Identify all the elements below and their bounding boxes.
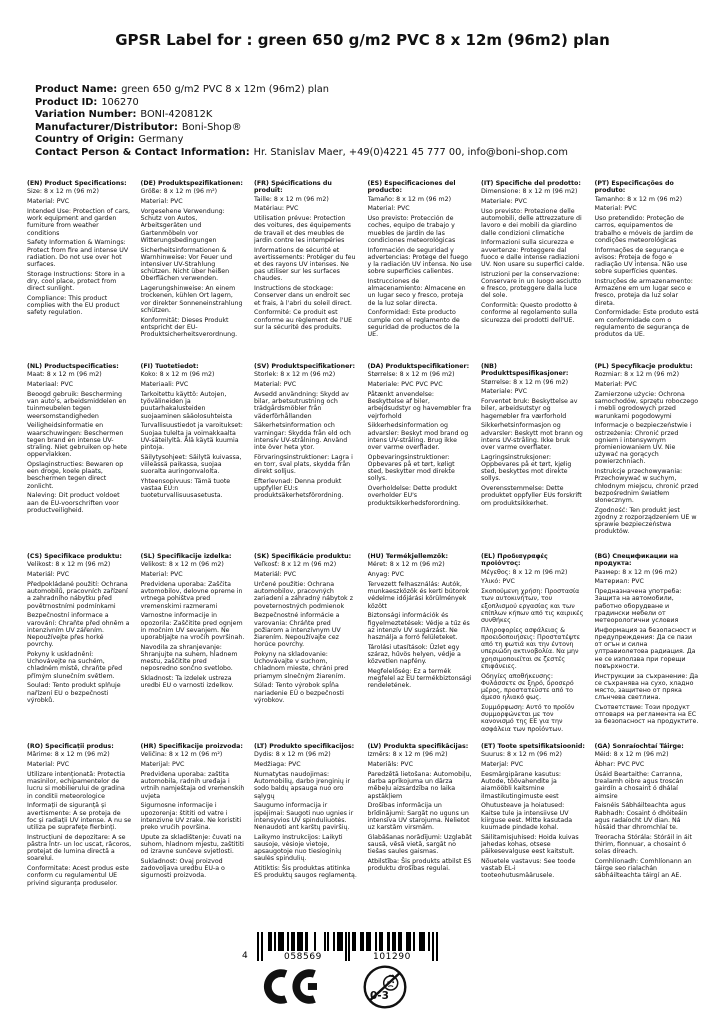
- spec-paragraph: Předpokládané použití: Ochrana automobilů, pracovních zařízení a zahradního nábytku před povětrnostními podmínkami: [27, 580, 128, 610]
- barcode-bar: [432, 932, 434, 961]
- spec-paragraph: Bezpečnostní informace a varování: Chraňte před ohněm a intenzivním UV zářením. Nepoužívejte přes horké povrchy.: [27, 612, 130, 649]
- spec-paragraph: Instrucciones de almacenamiento: Almacene en un lugar seco y fresco, proteja de la luz solar directa.: [367, 278, 466, 307]
- spec-paragraph: Méid: 8 x 12 m (96 m2): [594, 751, 669, 759]
- spec-paragraph: Informații de siguranță și avertismente: A se proteja de foc și radiații UV intense. A nu se utiliza pe suprafețe fierbinți.: [27, 802, 132, 831]
- spec-paragraph: Mărime: 8 x 12 m (96 m2): [27, 751, 110, 759]
- info-row-variation-number: [35, 109, 568, 122]
- age-warning-0-3-icon: [362, 964, 408, 1010]
- barcode-bar: [345, 932, 347, 961]
- lang-block-heading: (EN) Product Specifications:: [27, 180, 127, 187]
- lang-block-heading: (DE) Produktspezifikationen:: [140, 180, 243, 187]
- spec-paragraph: Drošības informācija un brīdinājumi: Sargāt no uguns un intensīva UV starojuma. Nelietot uz karstām virsmām.: [367, 802, 470, 831]
- spec-paragraph: Förvaringsinstruktioner: Lagra i en torr, sval plats, skydda från direkt solljus.: [254, 453, 353, 476]
- spec-paragraph: Veličina: 8 x 12 m (96 m²): [140, 751, 223, 759]
- spec-paragraph: Conformidade: Este produto está em conformidade com o regulamento de segurança de produtos da UE.: [594, 309, 699, 339]
- info-label: Manufacturer/Distributor:: [35, 121, 178, 133]
- spec-paragraph: Intended Use: Protection of cars, work equipment and garden furniture from weather conditions: [27, 207, 131, 237]
- spec-paragraph: Koko: 8 x 12 m (96 m2): [140, 371, 215, 379]
- spec-paragraph: Material: PVC: [27, 761, 70, 769]
- barcode-bar: [428, 932, 430, 951]
- spec-paragraph: Veľkosť: 8 x 12 m (96 m2): [254, 561, 337, 569]
- spec-paragraph: Medžiaga: PVC: [254, 761, 301, 769]
- spec-paragraph: Eesmärgipärane kasutus: Autode, töövahendite ja aiamööbli kaitsmine ilmastikutingimuste eest: [481, 770, 562, 800]
- spec-paragraph: Zamierzone użycie: Ochrona samochodów, sprzętu roboczego i mebli ogrodowych przed warunkami pogodowymi: [594, 390, 699, 420]
- barcode-bar: [379, 932, 383, 951]
- lang-block-heading: (SK) Špecifikácie produktu:: [254, 553, 352, 560]
- info-value: Hr. Stanislav Maer, +49(0)4221 45 777 00, info@boni-shop.com: [253, 146, 568, 158]
- barcode-digit-left: 4: [242, 951, 249, 961]
- lang-block-heading: (PT) Especificações do produto:: [594, 180, 674, 195]
- spec-paragraph: Informations de sécurité et avertissements: Protéger du feu et des rayons UV intenses. Ne pas utiliser sur les surfaces chaudes.: [254, 246, 356, 283]
- spec-paragraph: Material: PVC: [140, 198, 183, 206]
- lang-block-pl: [595, 363, 700, 553]
- spec-paragraph: Laikymo instrukcijos: Laikyti sausoje, vėsioje vietoje, apsaugotoje nuo tiesioginių saulės spindulių.: [254, 833, 343, 863]
- spec-paragraph: Μέγεθος: 8 x 12 m (96 m2): [481, 568, 568, 576]
- lang-block-heading: (LV) Produkta specifikācijas:: [367, 743, 469, 750]
- spec-paragraph: Materiale: PVC PVC PVC: [367, 381, 443, 389]
- spec-paragraph: Lagerungshinweise: An einem trockenen, kühlen Ort lagern, vor direkter Sonneneinstrahlung schützen.: [140, 285, 243, 314]
- spec-paragraph: Información de seguridad y advertencias: Protege del fuego y la radiación UV intensa. No use sobre superficies calientes.: [367, 246, 472, 276]
- spec-paragraph: Určené použitie: Ochrana automobilov, pracovných zariadení a záhradný nábytok z poveternostných podmienok: [254, 580, 354, 610]
- spec-paragraph: Méret: 8 x 12 m (96 m2): [367, 561, 445, 569]
- spec-paragraph: Faisnéis Sábháilteachta agus Rabhadh: Cosaint ó dhóiteáin agus radaíocht UV dian. Ná húsáid thar dhromchlaí te.: [594, 802, 688, 831]
- spec-paragraph: Upute za skladištenje: čuvati na suhom, hladnom mjestu, zaštititi od izravne sunčeve svjetlosti.: [140, 833, 244, 856]
- lang-block-heading: (LT) Produkto specifikacijos:: [254, 743, 355, 750]
- lang-block-it: [481, 180, 586, 363]
- spec-paragraph: Sigurnosne informacije i upozorenja: štititi od vatre i intenzivne UV zrake. Ne koristiti preko vrućih površina.: [140, 802, 242, 831]
- spec-paragraph: Rozmiar: 8 x 12 m (96 m2): [594, 371, 680, 379]
- barcode-bar: [398, 932, 402, 951]
- spec-paragraph: Material: PVC: [254, 381, 297, 389]
- spec-paragraph: Informazioni sulla sicurezza e avvertenze: Proteggere dal fuoco e dalle intense radiazioni UV. Non usare su superfici calde.: [481, 239, 585, 268]
- spec-paragraph: Megfelelőség: Ez a termék megfelel az EU termékbiztonsági rendeletének.: [367, 668, 472, 690]
- lang-block-heading: (SL) Specifikacije izdelka:: [140, 553, 232, 560]
- lang-block-heading: (HR) Specifikacije proizvoda:: [140, 743, 243, 750]
- info-row-product-name: [35, 84, 568, 97]
- barcode-bar: [268, 932, 272, 951]
- spec-paragraph: Sikkerhetsinformasjon og advarsler: Beskytt mot brann og intens UV-stråling. Ikke bruk over varme overflater.: [481, 422, 583, 451]
- spec-paragraph: Instrukcje przechowywania: Przechowywać w suchym, chłodnym miejscu, chronić przed bezpośrednim światłem słonecznym.: [594, 468, 699, 505]
- spec-paragraph: Predviđena uporaba: zaštita automobila, radnih uređaja i vrtnih namještaja od vremenskih uvjeta: [140, 770, 245, 800]
- info-row-product-id: [35, 97, 568, 110]
- lang-block-et: [481, 743, 586, 889]
- barcode-bar: [436, 932, 438, 961]
- barcode-bar: [327, 932, 329, 951]
- lang-block-fi: [141, 363, 246, 553]
- spec-paragraph: Predvidena uporaba: Zaščita avtomobilov, delovne opreme in vrtnega pohištva pred vremenskimi razmerami: [140, 580, 243, 610]
- spec-paragraph: Opbevaringsinstruktioner: Opbevares på et tørt, køligt sted, beskytter mod direkte sollys.: [367, 453, 455, 483]
- spec-paragraph: Materiale: PVC: [481, 388, 528, 396]
- lang-block-el: [481, 553, 586, 743]
- spec-paragraph: Størrelse: 8 x 12 m (96 m2): [367, 371, 455, 379]
- lang-block-heading: (GA) Sonraíochtaí Táirge:: [594, 743, 684, 750]
- spec-paragraph: Pokyny na skladovanie: Uchovávajte v suchom, chladnom mieste, chráni pred priamym slnečným žiarením.: [254, 651, 349, 680]
- ean13-barcode: [242, 932, 438, 962]
- spec-paragraph: Conformitate: Acest produs este conform cu regulamentul UE privind siguranța produselor.: [27, 865, 129, 887]
- spec-paragraph: Съответствие: Този продукт отговаря на регламента на ЕС за безопасност на продуктите.: [594, 704, 699, 726]
- spec-paragraph: Storlek: 8 x 12 m (96 m2): [254, 371, 336, 379]
- barcode-bar: [287, 932, 289, 951]
- info-label: Country of Origin:: [35, 134, 135, 146]
- spec-paragraph: Lagringsinstruksjoner: Oppbevares på et tørt, kjølig sted, beskyttes mot direkte sollys.: [481, 453, 572, 483]
- spec-paragraph: Beoogd gebruik: Bescherming van auto's, arbeidsmiddelen en tuinmeubelen tegen weersomstandigheden: [27, 390, 127, 420]
- spec-paragraph: Размер: 8 x 12 m (96 m2): [594, 568, 678, 576]
- page-title: GPSR Label for : green 650 g/m2 PVC 8 x 12m (96m2) plan: [115, 31, 610, 49]
- spec-paragraph: Tamaño: 8 x 12 m (96 m2): [367, 195, 452, 203]
- spec-paragraph: Οδηγίες αποθήκευσης: Φυλάσσετε σε ξηρό, δροσερό μέρος, προστατεύστε από το άμεσο ηλιακό φως.: [481, 672, 574, 702]
- lang-block-lv: [368, 743, 473, 889]
- spec-paragraph: Numatytas naudojimas: Automobilių, darbo įrenginių ir sodo baldų apsauga nuo oro sąlygų: [254, 770, 351, 800]
- spec-paragraph: Материал: PVC: [594, 578, 644, 586]
- barcode-bar: [297, 932, 303, 951]
- barcode-bar: [291, 932, 295, 951]
- spec-paragraph: Συμμόρφωση: Αυτό το προϊόν συμμορφώνεται με τον κανονισμό της ΕΕ για την ασφάλεια των προϊόντων.: [481, 704, 575, 733]
- spec-paragraph: Navodila za shranjevanje: Shranjujte na suhem, hladnem mestu, zaščitite pred neposredno sončno svetlobo.: [140, 643, 238, 673]
- spec-paragraph: Saugumo informacija ir įspėjimai: Saugoti nuo ugnies ir intensyvios UV spinduliuotės. Nenaudoti ant karštų paviršių.: [254, 802, 354, 831]
- lang-block-cs: [27, 553, 132, 743]
- barcode-bar: [352, 932, 356, 951]
- lang-block-nl: [27, 363, 132, 553]
- spec-paragraph: Veiligheidsinformatie en waarschuwingen: Beschermen tegen brand en intense UV-straling. Niet gebruiken op hete oppervlakken.: [27, 422, 128, 459]
- spec-paragraph: Uso pretendido: Proteção de carros, equipamentos de trabalho e móveis de jardim de condições meteorológicas: [594, 215, 694, 244]
- info-value: Boni-Shop®: [181, 121, 242, 133]
- spec-paragraph: Opslaginstructies: Bewaren op een droge, koele plaats, beschermen tegen direct zonlicht.: [27, 461, 124, 490]
- lang-block-de: [141, 180, 246, 363]
- lang-block-pt: [595, 180, 700, 363]
- spec-paragraph: Velikost: 8 x 12 m (96 m2): [140, 561, 224, 569]
- lang-block-heading: (RO) Specificații produs:: [27, 743, 114, 750]
- lang-block-ro: [27, 743, 132, 889]
- spec-paragraph: Utilisation prévue: Protection des voitures, des équipements de travail et des meubles de jardin contre les intempéries: [254, 215, 351, 244]
- spec-paragraph: Taille: 8 x 12 m (96 m2): [254, 195, 329, 203]
- spec-paragraph: Instructions de stockage: Conserver dans un endroit sec et frais, à l'abri du soleil direct.: [254, 285, 352, 307]
- info-label: Contact Person & Contact Information:: [35, 146, 250, 158]
- spec-paragraph: Dydis: 8 x 12 m (96 m2): [254, 751, 331, 759]
- lang-block-heading: (IT) Specifiche del prodotto:: [481, 180, 581, 187]
- spec-paragraph: Maat: 8 x 12 m (96 m2): [27, 371, 102, 379]
- spec-paragraph: Σκοπούμενη χρήση: Προστασία των αυτοκινήτων, του εξοπλισμού εργασίας και των επίπλων κήπων από τις καιρικές συνθήκες: [481, 588, 584, 624]
- spec-paragraph: Compliance: This product complies with the EU product safety regulation.: [27, 295, 120, 317]
- spec-paragraph: Tamanho: 8 x 12 m (96 m2): [594, 195, 683, 203]
- spec-paragraph: Instruções de armazenamento: Armazene em um lugar seco e fresco, proteja da luz solar direta.: [594, 278, 693, 307]
- spec-paragraph: Materiāls: PVC: [367, 761, 413, 769]
- spec-paragraph: Overensstemmelse: Dette produktet oppfyller EUs forskrift om produktsikkerhet.: [481, 485, 582, 507]
- spec-paragraph: Tárolási utasítások: Üzlet egy száraz, hűvös helyen, védje a közvetlen napfény.: [367, 643, 461, 666]
- info-value: green 650 g/m2 PVC 8 x 12m (96m2) plan: [121, 84, 329, 95]
- lang-block-heading: (PL) Specyfikacje produktu:: [594, 363, 693, 370]
- spec-paragraph: Atitiktis: Šis produktas atitinka ES produktų saugos reglamentą.: [254, 865, 357, 880]
- barcode-bar: [387, 932, 391, 951]
- barcode-digits-group1: 058569: [284, 951, 322, 962]
- info-label: Product ID:: [35, 96, 98, 108]
- spec-paragraph: Πληροφορίες ασφάλειας & προειδοποιήσεις: Προστατέψτε από τη φωτιά και την έντονη υπεριώδη ακτινοβολία. Να μην χρησιμοποιείται σε ζεστές επιφάνειες.: [481, 626, 581, 670]
- spec-paragraph: Safety Information & Warnings: Protect from fire and intense UV radiation. Do not use over hot surfaces.: [27, 239, 129, 268]
- barcode-bar: [314, 932, 316, 951]
- info-row-country-of-origin: [35, 134, 568, 147]
- spec-paragraph: Istruzioni per la conservazione: Conservare in un luogo asciutto e fresco, proteggere dalla luce del sole.: [481, 270, 582, 300]
- spec-paragraph: Efterlevnad: Denna produkt uppfyller EU:s produktsäkerhetsförordning.: [254, 478, 344, 500]
- spec-paragraph: Avsedd användning: Skydd av bilar, arbetsutrustning och trädgårdsmöbler från väderförhållanden: [254, 390, 349, 420]
- spec-paragraph: Materiaali: PVC: [140, 381, 189, 389]
- spec-paragraph: Nõuetele vastavus: See toode vastab EL-i tooteohutusmäärusele.: [481, 858, 576, 880]
- barcode-bar: [419, 932, 425, 951]
- spec-paragraph: Instrucțiuni de depozitare: A se păstra într- un loc uscat, răcoros, protejat de lumina directă a soarelui.: [27, 833, 132, 863]
- spec-paragraph: Størrelse: 8 x 12 m (96 m2): [481, 378, 569, 386]
- lang-block-nb: [481, 363, 586, 553]
- barcode-bar: [348, 932, 350, 961]
- spec-paragraph: Varnostne informacije in opozorila: Zaščitite pred ognjem in močnim UV sevanjem. Ne uporabljajte na vročih površinah.: [140, 612, 245, 641]
- product-info: [35, 84, 568, 160]
- lang-block-heading: (HU) Termékjellemzők:: [367, 553, 448, 560]
- spec-paragraph: Úsáid Beartaithe: Carranna, trealamh oibre agus troscán gairdín a chosaint ó dhálaí aimsire: [594, 770, 684, 800]
- spec-paragraph: Säilitamisjuhised: Hoida kuivas jahedas kohas, otsese päikesevalguse eest kaitstult.: [481, 833, 579, 856]
- spec-paragraph: Anyag: PVC: [367, 571, 405, 579]
- info-value: Germany: [138, 134, 184, 146]
- spec-paragraph: Forventet bruk: Beskyttelse av biler, arbeidsutstyr og hagemøbler fra værforhold: [481, 398, 578, 420]
- spec-paragraph: Υλικό: PVC: [481, 578, 515, 586]
- spec-paragraph: Ábhar: PVC PVC: [594, 761, 645, 769]
- spec-paragraph: Material: PVC: [594, 205, 637, 213]
- barcode-digits-group2: 101290: [373, 951, 411, 962]
- barcode-bar: [305, 932, 309, 951]
- spec-paragraph: Materiał: PVC: [594, 381, 637, 389]
- info-label: Product Name:: [35, 84, 118, 95]
- spec-paragraph: Sicherheitsinformationen & Warnhinweise: Vor Feuer und intensiver UV-Strahlung schützen. Nicht über heißen Oberflächen verwenden.: [140, 246, 233, 283]
- spec-paragraph: Yhteensopivuus: Tämä tuote vastaa EU:n tuoteturvallisuusasetusta.: [140, 478, 231, 500]
- spec-paragraph: Tervezett felhasználás: Autók, munkaeszközök és kerti bútorok védelme időjárási körülmények között: [367, 580, 470, 610]
- spec-paragraph: Инструкции за съхранение: Да се съхранява на сухо, хладно място, защитено от пряка слънчева светлина.: [594, 672, 699, 702]
- spec-paragraph: Glabāšanas norādījumi: Uzglabāt sausā, vēsā vietā, sargāt no tiešas saules gaismas.: [367, 833, 472, 856]
- lang-block-heading: (NL) Productspecificaties:: [27, 363, 119, 370]
- spec-paragraph: Säilytysohjeet: Säilytä kuivassa, viileässä paikassa, suojaa suoralta auringonvalolta.: [140, 453, 242, 476]
- lang-block-heading: (FR) Spécifications du produit:: [254, 180, 332, 195]
- lang-block-heading: (FI) Tuotetiedot:: [140, 363, 199, 370]
- lang-block-fr: [254, 180, 359, 363]
- spec-paragraph: Conformité: Ce produit est conforme au règlement de l'UE sur la sécurité des produits.: [254, 309, 353, 331]
- spec-paragraph: Konformität: Dieses Produkt entspricht der EU-Produktsicherheitsverordnung.: [140, 316, 238, 339]
- spec-paragraph: Paredzētā lietošana: Automobiļu, darba aprīkojuma un dārza mēbeļu aizsardzība no laika apstākļiem: [367, 770, 472, 800]
- lang-block-es: [368, 180, 473, 363]
- spec-paragraph: Overholdelse: Dette produkt overholder EU's produktsikkerhedsforordning.: [367, 485, 461, 507]
- spec-paragraph: Súlad: Tento výrobok spĺňa nariadenie EÚ o bezpečnosti výrobkov.: [254, 682, 344, 704]
- spec-paragraph: Conformità: Questo prodotto è conforme al regolamento sulla sicurezza dei prodotti dell'UE.: [481, 302, 578, 324]
- spec-paragraph: Size: 8 x 12 m (96 m2): [27, 188, 100, 196]
- lang-block-heading: (NB) Produkttspesifikasjoner:: [481, 363, 569, 378]
- spec-paragraph: Velikost: 8 x 12 m (96 m2): [27, 561, 111, 569]
- spec-paragraph: Uso previsto: Protezione delle automobili, delle attrezzature di lavoro e dei mobili da giardino dalle condizioni climatiche: [481, 207, 582, 237]
- lang-block-da: [368, 363, 473, 553]
- spec-paragraph: Naleving: Dit product voldoet aan de EU-voorschriften voor productveiligheid.: [27, 492, 120, 514]
- lang-block-heading: (ES) Especificaciones del producto:: [367, 180, 456, 195]
- spec-paragraph: Sikkerhedsinformation og advarsler: Beskyt mod brand og intens UV-stråling. Brug ikke over varme overflader.: [367, 422, 469, 451]
- spec-paragraph: Material: PVC: [140, 571, 183, 579]
- lang-block-lt: [254, 743, 359, 889]
- info-row-contact: [35, 147, 568, 160]
- info-row-manufacturer-distributor: [35, 122, 568, 135]
- spec-paragraph: Utilizare intenționată: Protectia masinilor, echipamentelor de lucru si mobilierului de gradina in conditii meteorologice: [27, 770, 126, 800]
- lang-block-hr: [141, 743, 246, 889]
- spec-paragraph: Предназначена употреба: Защита на автомобили, работно оборудване и градински мебели от метеорологични условия: [594, 588, 682, 624]
- barcode-bar: [274, 932, 276, 951]
- spec-paragraph: Vorgesehene Verwendung: Schutz von Autos, Arbeitsgeräten und Gartenmöbeln vor Witterungsbedingungen: [140, 207, 225, 244]
- barcode-bar: [406, 932, 412, 951]
- spec-paragraph: Tarkoitettu käyttö: Autojen, työvälineiden ja puutarhakalusteiden suojaaminen sääolosuhteista: [140, 390, 233, 420]
- spec-paragraph: Påtænkt anvendelse: Beskyttelse af biler, arbejdsudstyr og havemøbler fra vejrforhold: [367, 390, 472, 420]
- info-value: 106270: [101, 96, 139, 108]
- spec-paragraph: Material: PVC: [367, 205, 410, 213]
- spec-paragraph: Atbilstība: Šis produkts atbilst ES produktu drošības regulai.: [367, 858, 472, 873]
- spec-paragraph: Materiaal: PVC: [27, 381, 74, 389]
- spec-paragraph: Biztonsági információk és figyelmeztetések: Védje a tűz és az intenzív UV sugárzást. Ne használja a forró felületeket.: [367, 612, 470, 641]
- lang-block-heading: (CS) Specifikace produktu:: [27, 553, 122, 560]
- lang-block-ga: [595, 743, 700, 889]
- barcode-bar: [257, 932, 259, 961]
- barcode-bar: [337, 932, 343, 951]
- lang-block-sk: [254, 553, 359, 743]
- spec-paragraph: Информация за безопасност и предупреждения: Да се пази от огън и силна ултравиолетова радиация. Да не се използва при горещи повърхности.: [594, 626, 697, 670]
- spec-paragraph: Treoracha Stórála: Stóráil in áit thirim, fionnuar, a chosaint ó solas díreach.: [594, 833, 692, 856]
- barcode-bar: [324, 932, 326, 951]
- spec-paragraph: Comhlíonadh: Comhlíonann an táirge seo rialachán sábháilteachta táirgí an AE.: [594, 858, 692, 880]
- lang-block-sl: [141, 553, 246, 743]
- spec-paragraph: Materiál: PVC: [27, 571, 70, 579]
- spec-paragraph: Skladnost: Ta izdelek ustreza uredbi EU o varnosti izdelkov.: [140, 675, 234, 690]
- barcode-bar: [360, 932, 364, 951]
- spec-paragraph: Storage Instructions: Store in a dry, cool place, protect from direct sunlight.: [27, 270, 125, 293]
- lang-block-bg: [595, 553, 700, 743]
- spec-paragraph: Materijal: PVC: [140, 761, 185, 769]
- barcode-bar: [366, 932, 372, 951]
- barcode-bar: [392, 932, 396, 951]
- footer: [0, 928, 725, 1024]
- ce-mark-icon: [260, 968, 317, 1005]
- info-value: BONI-420812K: [140, 109, 213, 121]
- spec-paragraph: Conformidad: Este producto cumple con el reglamento de seguridad de productos de la UE.: [367, 309, 460, 339]
- spec-paragraph: Materiál: PVC: [254, 571, 297, 579]
- spec-paragraph: Größe: 8 x 12 m (96 m²): [140, 188, 218, 196]
- spec-paragraph: Pokyny k uskladnění: Uchovávejte na suchém, chladném místě, chraňte před přímým slunečním světlem.: [27, 651, 123, 680]
- spec-paragraph: Zgodność: Ten produkt jest zgodny z rozporządzeniem UE w sprawie bezpieczeństwa produktów.: [594, 506, 697, 536]
- age-warning-text: 0-3: [370, 990, 389, 1002]
- lang-block-heading: (EL) Προδιαγραφές προϊόντος:: [481, 553, 548, 568]
- language-specs-grid: [27, 180, 699, 889]
- spec-paragraph: Dimensione: 8 x 12 m (96 m2): [481, 188, 578, 196]
- barcode-bar: [278, 932, 284, 951]
- spec-paragraph: Säkerhetsinformation och varningar: Skydda från eld och intensiv UV-strålning. Använd inte över heta ytor.: [254, 422, 351, 451]
- info-label: Variation Number:: [35, 109, 137, 121]
- spec-paragraph: Material: PVC: [27, 198, 70, 206]
- lang-block-heading: (SV) Produktspecifikationer:: [254, 363, 355, 370]
- lang-block-heading: (DA) Produktspecifikationer:: [367, 363, 470, 370]
- spec-paragraph: Materjal: PVC: [481, 761, 524, 769]
- spec-paragraph: Materiale: PVC: [481, 198, 528, 206]
- spec-paragraph: Bezpečnostné informácie a varovania: Chráňte pred požiarom a intenzívnym UV žiarením. Nepoužívajte cez horúce povrchy.: [254, 612, 341, 649]
- spec-paragraph: Soulad: Tento produkt splňuje nařízení EU o bezpečnosti výrobků.: [27, 682, 121, 704]
- barcode-bar: [375, 932, 377, 951]
- spec-paragraph: Matériau: PVC: [254, 205, 299, 213]
- lang-block-heading: (BG) Спецификации на продукта:: [594, 553, 679, 568]
- barcode-bar: [413, 932, 415, 951]
- spec-paragraph: Suurus: 8 x 12 m (96 m2): [481, 751, 562, 759]
- barcode-bar: [333, 932, 335, 951]
- spec-paragraph: Ohutusteave ja hoiatused: Kaitse tule ja intensiivse UV kiirguse eest. Mitte kasutada kuumade pindade kohal.: [481, 802, 573, 831]
- spec-paragraph: Turvallisuustiedot ja varoitukset: Suojaa tulelta ja voimakkaalta UV-säteilyltä. Älä käytä kuumia pintoja.: [140, 422, 243, 451]
- spec-paragraph: Informações de segurança e avisos: Proteja de fogo e radiação UV intensa. Não use sobre superfícies quentes.: [594, 246, 688, 276]
- spec-paragraph: Izmērs: 8 x 12 m (96 m2): [367, 751, 448, 759]
- spec-paragraph: Uso previsto: Protección de coches, equipo de trabajo y muebles de jardín de las condiciones meteorológicas: [367, 215, 456, 244]
- spec-paragraph: Informacje o bezpieczeństwie i ostrzeżenia: Chronić przed ogniem i intensywnym promieniowaniem UV. Nie używać na gorących powierzchniach.: [594, 422, 692, 466]
- lang-block-en: [27, 180, 132, 363]
- spec-paragraph: Sukladnost: Ovaj proizvod zadovoljava uredbu EU-a o sigurnosti proizvoda.: [140, 858, 225, 880]
- lang-block-hu: [368, 553, 473, 743]
- lang-block-heading: (ET) Toote spetsifikatsioonid:: [481, 743, 585, 750]
- lang-block-sv: [254, 363, 359, 553]
